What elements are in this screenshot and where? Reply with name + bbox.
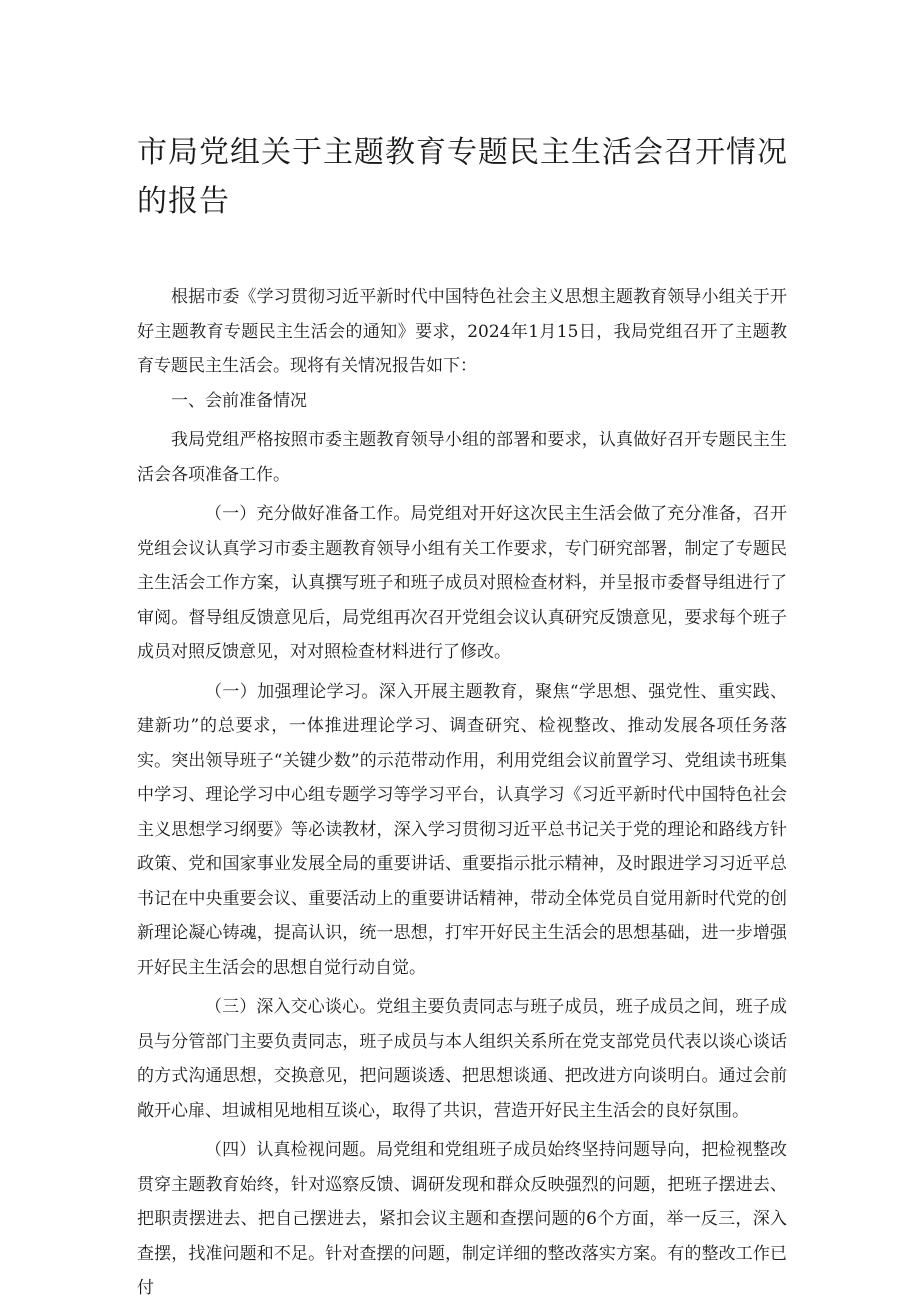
item-preparation-paragraph: （一）充分做好准备工作。局党组对开好这次民主生活会做了充分准备，召开党组会议认真学习市委主题教育领导小组有关工作要求，专门研究部署，制定了专题民主生活会工作方案，认真撰写班子和班子成员对照检查材料，并呈报市委督导组进行了审阅。督导组反馈意见后，局党组再次召开党组会议认真研究反馈意见，要求每个班子成员对照反馈意见，对对照检查材料进行了修改。	[137, 504, 787, 662]
document-body	[137, 280, 787, 1306]
document-title: 市局党组关于主题教育专题民主生活会召开情况的报告	[137, 135, 788, 219]
section-heading-preparation: 一、会前准备情况	[171, 390, 307, 411]
intro-paragraph: 根据市委《学习贯彻习近平新时代中国特色社会主义思想主题教育领导小组关于开好主题教育专题民主生活会的通知》要求，2024年1月15日，我局党组召开了主题教育专题民主生活会。现将有关情况报告如下：	[137, 287, 787, 376]
item-problem-review-paragraph: （四）认真检视问题。局党组和党组班子成员始终坚持问题导向，把检视整改贯穿主题教育始终，针对巡察反馈、调研发现和群众反映强烈的问题，把班子摆进去、把职责摆进去、把自己摆进去，紧扣会议主题和查摆问题的6个方面，举一反三，深入查摆，找准问题和不足。针对查摆的问题，制定详细的整改落实方案。有的整改工作已付	[137, 1140, 787, 1298]
preparation-overview-paragraph: 我局党组严格按照市委主题教育领导小组的部署和要求，认真做好召开专题民主生活会各项准备工作。	[137, 430, 787, 485]
item-theory-study-paragraph: （一）加强理论学习。深入开展主题教育，聚焦“学思想、强党性、重实践、建新功”的总要求，一体推进理论学习、调查研究、检视整改、推动发展各项任务落实。突出领导班子“关键少数”的示范带动作用，利用党组会议前置学习、党组读书班集中学习、理论学习中心组专题学习等学习平台，认真学习《习近平新时代中国特色社会主义思想学习纲要》等必读教材，深入学习贯彻习近平总书记关于党的理论和路线方针政策、党和国家事业发展全局的重要讲话、重要指示批示精神，及时跟进学习习近平总书记在中央重要会议、重要活动上的重要讲话精神，带动全体党员自觉用新时代党的创新理论凝心铸魂，提高认识，统一思想，打牢开好民主生活会的思想基础，进一步增强开好民主生活会的思想自觉行动自觉。	[137, 681, 787, 978]
item-heart-talk-paragraph: （三）深入交心谈心。党组主要负责同志与班子成员，班子成员之间，班子成员与分管部门主要负责同志，班子成员与本人组织关系所在党支部党员代表以谈心谈话的方式沟通思想，交换意见，把问题谈透、把思想谈通、把改进方向谈明白。通过会前敞开心扉、坦诚相见地相互谈心，取得了共识，营造开好民主生活会的良好氛围。	[137, 997, 787, 1121]
